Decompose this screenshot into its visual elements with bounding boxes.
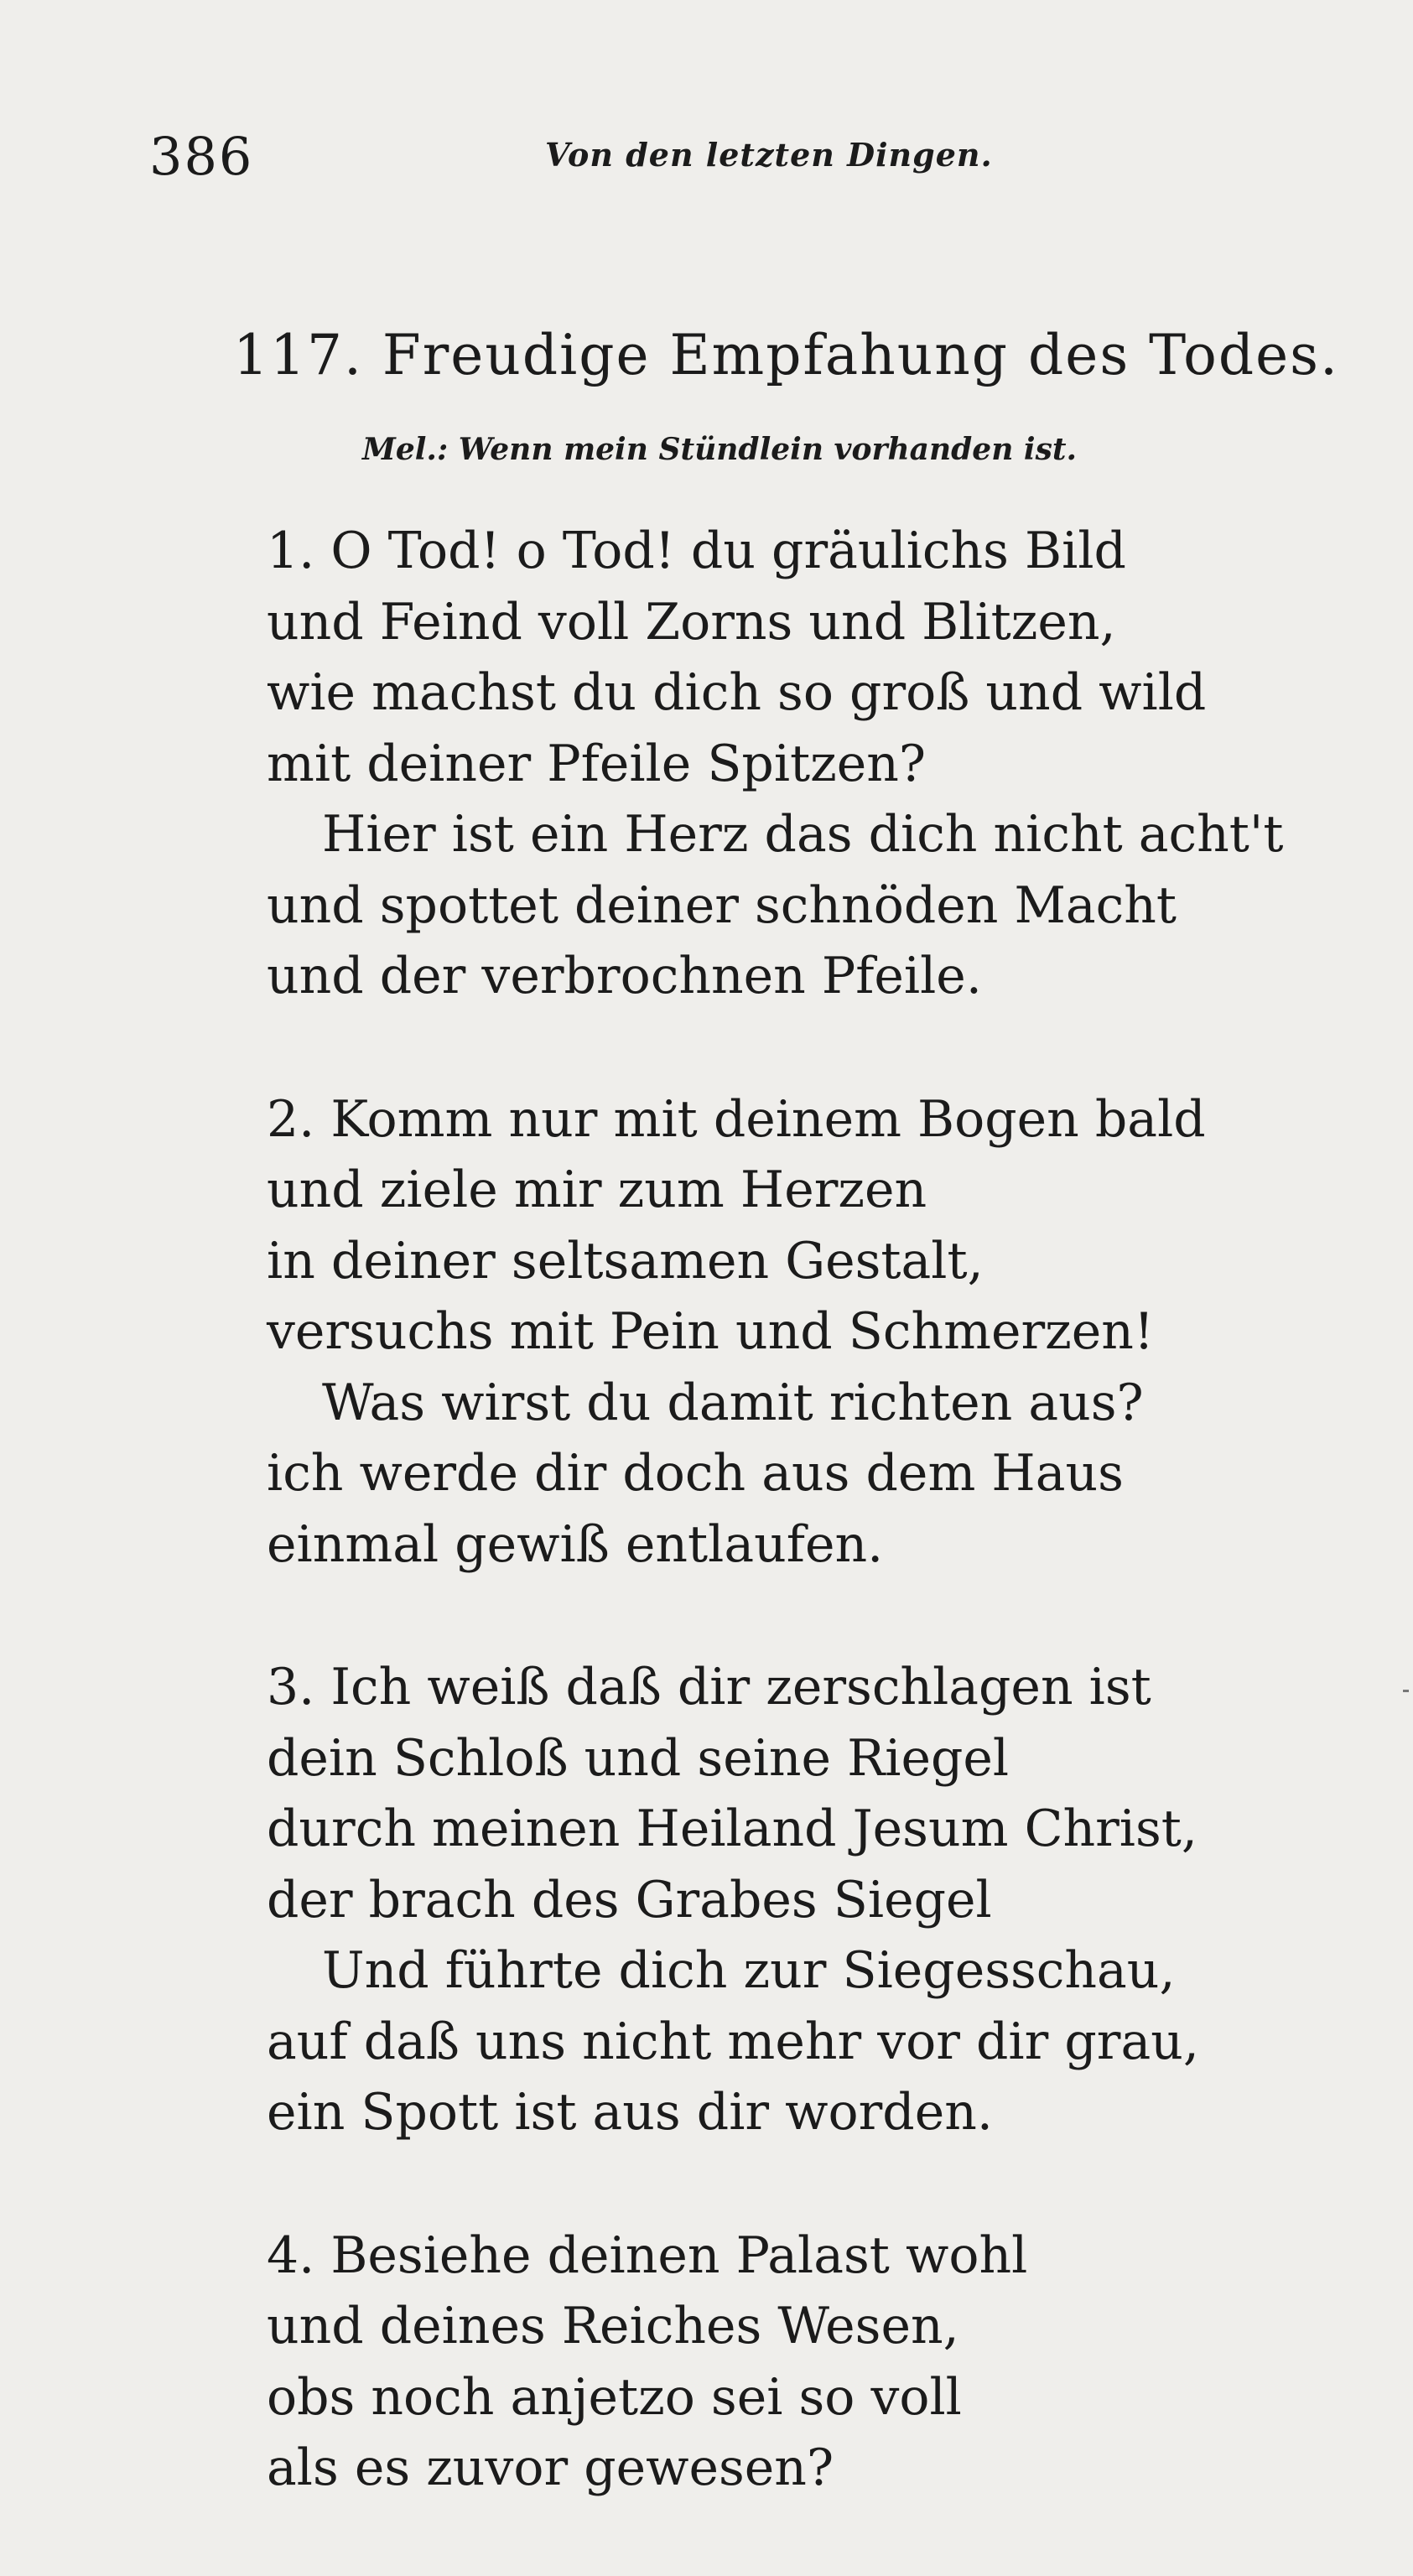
verse-line: und spottet deiner schnöden Macht (267, 875, 1177, 935)
verse-line: Was wirst du damit richten aus? (322, 1373, 1144, 1432)
verse-line: auf daß uns nicht mehr vor dir grau, (267, 2012, 1199, 2071)
verse-line: 2. Komm nur mit deinem Bogen bald (267, 1089, 1206, 1149)
verse-line: obs noch anjetzo sei so voll (267, 2367, 962, 2427)
stanza-2 (267, 1084, 1323, 1581)
verse-line: und der verbrochnen Pfeile. (267, 947, 982, 1005)
verse-line: ein Spott ist aus dir worden. (267, 2083, 993, 2142)
page-number: 386 (149, 126, 254, 187)
verse-line: und deines Reiches Wesen, (267, 2297, 959, 2355)
verse-line: der brach des Grabes Siegel (267, 1870, 992, 1929)
margin-mark (1403, 1690, 1409, 1692)
verse-line: 1. O Tod! o Tod! du gräulichs Bild (267, 522, 1126, 580)
verse-line: und Feind voll Zorns und Blitzen, (267, 592, 1116, 652)
verse-line: Hier ist ein Herz das dich nicht acht't (322, 805, 1284, 864)
running-head: Von den letzten Dingen. (545, 136, 993, 174)
verse-line: durch meinen Heiland Jesum Christ, (267, 1800, 1197, 1858)
verse-line: als es zuvor gewesen? (267, 2438, 834, 2497)
verse-line: Und führte dich zur Siegesschau, (322, 1941, 1176, 2000)
verse-line: mit deiner Pfeile Spitzen? (267, 734, 927, 793)
verse-line: versuchs mit Pein und Schmerzen! (267, 1302, 1155, 1361)
verse-line: 4. Besiehe deinen Palast wohl (267, 2225, 1028, 2285)
verse-line: ich werde dir doch aus dem Haus (267, 1444, 1124, 1503)
stanza-3 (267, 1652, 1323, 2148)
verse-line: 3. Ich weiß daß dir zerschlagen ist (267, 1658, 1151, 1716)
verse-line: wie machst du dich so groß und wild (267, 663, 1207, 722)
stanza-1 (267, 516, 1323, 1012)
verse-line: in deiner seltsamen Gestalt, (267, 1231, 984, 1291)
stanzas (267, 516, 1323, 2576)
verse-line: und ziele mir zum Herzen (267, 1161, 927, 1219)
hymn-title: 117. Freudige Empfahung des Todes. (233, 323, 1339, 387)
verse-line: einmal gewiß entlaufen. (267, 1514, 884, 1574)
stanza-4 (267, 2220, 1323, 2504)
hymn-melody: Mel.: Wenn mein Stündlein vorhanden ist. (362, 432, 1078, 467)
verse-line: dein Schloß und seine Riegel (267, 1728, 1010, 1788)
